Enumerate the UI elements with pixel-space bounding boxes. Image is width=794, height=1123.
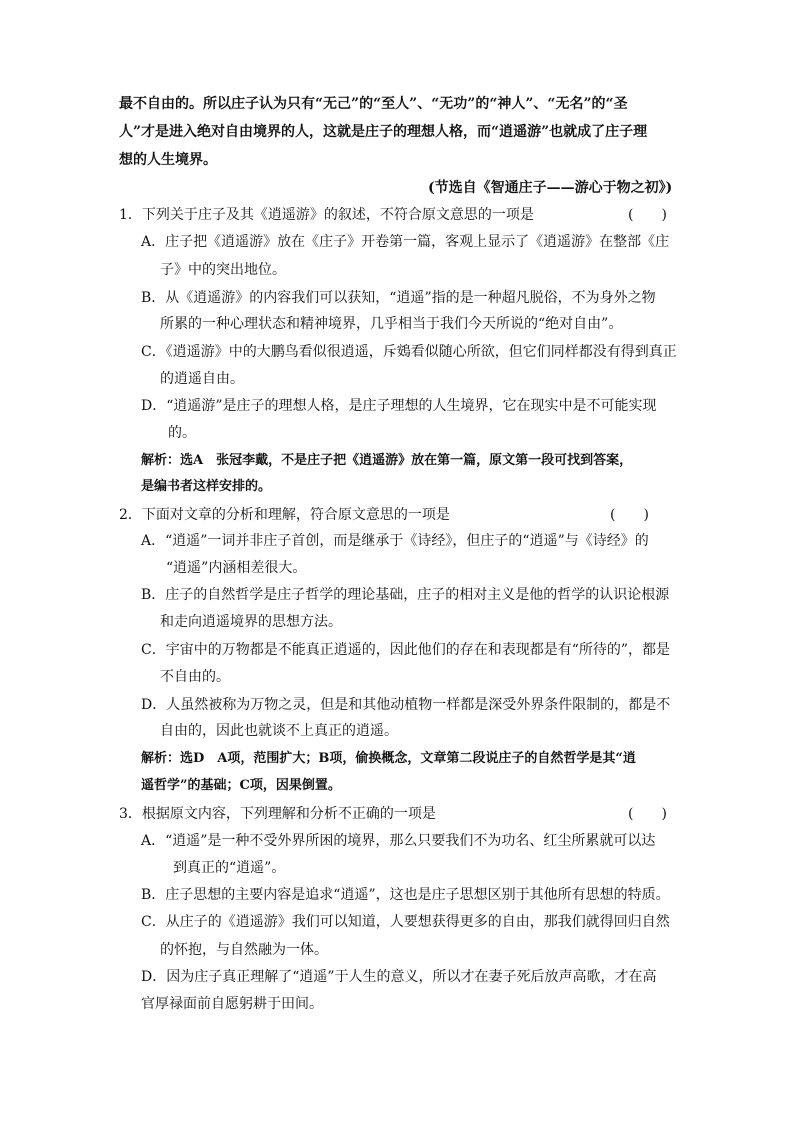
passage-line: 最不自由的。所以庄子认为只有“无己”的“至人”、“无功”的“神人”、“无名”的“圣 bbox=[119, 96, 628, 112]
passage-line: 人”才是进入绝对自由境界的人，这就是庄子的理想人格，而“逍遥游”也就成了庄子理 bbox=[119, 124, 648, 140]
question-3-option-b: B．庄子思想的主要内容是追求“逍遥”，这也是庄子思想区别于其他所有思想的特质。 bbox=[141, 887, 670, 903]
question-2-analysis: 解析：选D A项，范围扩大；B项，偷换概念，文章第二段说庄子的自然哲学是其“逍 bbox=[141, 751, 636, 766]
question-3-answer-bracket: ( ) bbox=[628, 806, 667, 822]
question-2-option-c: C．宇宙中的万物都是不能真正逍遥的，因此他们的存在和表现都是有“所待的”，都是 bbox=[141, 642, 671, 658]
question-3-option-d-cont: 官厚禄面前自愿躬耕于田间。 bbox=[141, 996, 323, 1012]
question-2-option-d: D．人虽然被称为万物之灵，但是和其他动植物一样都是深受外界条件限制的，都是不 bbox=[141, 697, 671, 713]
question-3-option-a-cont: 到真正的“逍遥”。 bbox=[173, 860, 286, 876]
question-1-option-d-cont: 的。 bbox=[168, 425, 196, 441]
question-1-option-b-cont: 所累的一种心理状态和精神境界，几乎相当于我们今天所说的“绝对自由”。 bbox=[160, 316, 623, 332]
passage-line: 想的人生境界。 bbox=[119, 152, 217, 168]
question-3-stem: 3．根据原文内容，下列理解和分析不正确的一项是 bbox=[119, 806, 436, 822]
question-3-option-c: C．从庄子的《逍遥游》我们可以知道，人要想获得更多的自由，那我们就得回归自然 bbox=[141, 914, 670, 930]
question-1-option-a: A．庄子把《逍遥游》放在《庄子》开卷第一篇，客观上显示了《逍遥游》在整部《庄 bbox=[141, 234, 670, 250]
question-1-analysis-cont: 是编书者这样安排的。 bbox=[141, 479, 272, 494]
passage-source: (节选自《智通庄子——游心于物之初》) bbox=[428, 180, 673, 196]
question-1-option-c-cont: 的逍遥自由。 bbox=[160, 371, 244, 387]
question-1-option-a-cont: 子》中的突出地位。 bbox=[160, 262, 286, 278]
question-1-analysis: 解析：选A 张冠李戴，不是庄子把《逍遥游》放在第一篇，原文第一段可找到答案， bbox=[141, 453, 633, 468]
question-2-option-d-cont: 自由的，因此也就谈不上真正的逍遥。 bbox=[160, 723, 398, 739]
question-2-option-a-cont: “逍遥”内涵相差很大。 bbox=[166, 560, 307, 576]
question-1-stem: 1．下列关于庄子及其《逍遥游》的叙述，不符合原文意思的一项是 bbox=[119, 207, 534, 223]
question-1-option-d: D．“逍遥游”是庄子的理想人格，是庄子理想的人生境界，它在现实中是不可能实现 bbox=[141, 398, 657, 414]
question-2-analysis-cont: 遥哲学”的基础；C项，因果倒置。 bbox=[141, 778, 341, 793]
question-1-answer-bracket: ( ) bbox=[628, 207, 667, 223]
question-1-option-b: B．从《逍遥游》的内容我们可以获知，“逍遥”指的是一种超凡脱俗，不为身外之物 bbox=[141, 290, 656, 306]
question-3-option-c-cont: 的怀抱，与自然融为一体。 bbox=[160, 942, 328, 958]
question-3-option-d: D．因为庄子真正理解了“逍遥”于人生的意义，所以才在妻子死后放声高歌，才在高 bbox=[141, 969, 657, 985]
question-2-answer-bracket: ( ) bbox=[610, 507, 649, 523]
question-2-option-a: A．“逍遥”一词并非庄子首创，而是继承于《诗经》，但庄子的“逍遥”与《诗经》的 bbox=[141, 533, 649, 549]
question-2-option-c-cont: 不自由的。 bbox=[160, 669, 230, 685]
question-2-option-b-cont: 和走向逍遥境界的思想方法。 bbox=[160, 614, 342, 630]
question-1-option-c: C．《逍遥游》中的大鹏鸟看似很逍遥，斥鴳看似随心所欲，但它们同样都没有得到真正 bbox=[141, 344, 677, 360]
question-3-option-a: A．“逍遥”是一种不受外界所困的境界，那么只要我们不为功名、红尘所累就可以达 bbox=[141, 833, 656, 849]
question-2-option-b: B．庄子的自然哲学是庄子哲学的理论基础，庄子的相对主义是他的哲学的认识论根源 bbox=[141, 587, 670, 603]
question-2-stem: 2．下面对文章的分析和理解，符合原文意思的一项是 bbox=[119, 507, 450, 523]
